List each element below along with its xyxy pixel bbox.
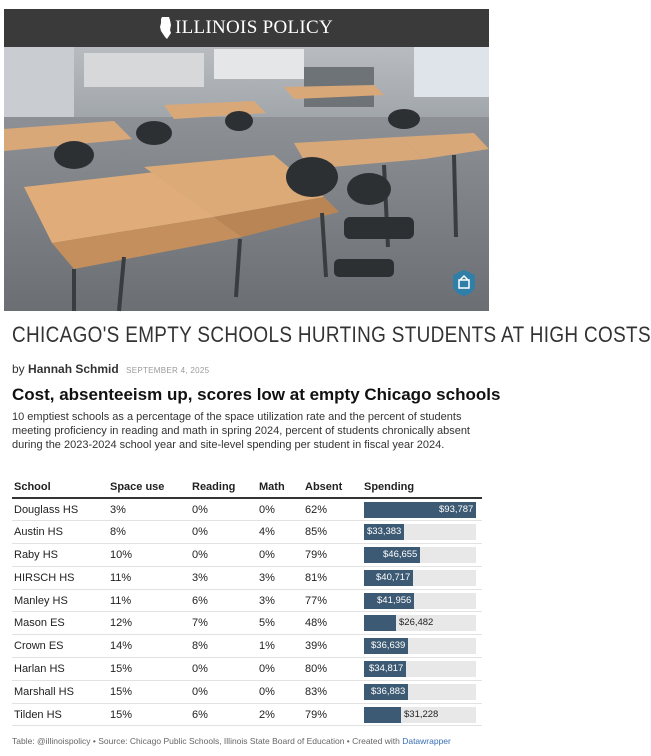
cell-spending: [362, 680, 482, 703]
cell-math: 0%: [257, 658, 303, 681]
cell-reading: 8%: [190, 635, 257, 658]
cell-math: 5%: [257, 612, 303, 635]
cell-absent: 83%: [303, 680, 362, 703]
cell-school: Manley HS: [12, 589, 108, 612]
cell-space-use: 14%: [108, 635, 190, 658]
cell-space-use: 12%: [108, 612, 190, 635]
cell-spending: [362, 498, 482, 521]
spending-bar-track: [364, 502, 476, 518]
spending-bar-track: [364, 615, 476, 631]
cell-math: 1%: [257, 635, 303, 658]
illinois-state-icon: [160, 17, 172, 39]
cell-school: HIRSCH HS: [12, 566, 108, 589]
cell-absent: 39%: [303, 635, 362, 658]
cell-reading: 0%: [190, 544, 257, 567]
table-row: [12, 589, 482, 612]
cell-spending: [362, 521, 482, 544]
article-headline: CHICAGO'S EMPTY SCHOOLS HURTING STUDENTS AT HIGH COSTS: [12, 322, 651, 347]
cell-reading: 0%: [190, 521, 257, 544]
cell-space-use: 8%: [108, 521, 190, 544]
footer-credits: Table: @illinoispolicy • Source: Chicago Public Schools, Illinois State Board of Education • Created with: [12, 736, 403, 746]
cell-spending: [362, 566, 482, 589]
table-description: 10 emptiest schools as a percentage of the space utilization rate and the percent of students meeting proficiency in reading and math in spring 2024, percent of students chronically absent during the 2023-2024 school year and site-level spending per student in fiscal year 2024.: [12, 411, 470, 451]
cell-school: Tilden HS: [12, 703, 108, 726]
cell-reading: 0%: [190, 680, 257, 703]
spending-value-label: $40,717: [376, 571, 411, 583]
brand-logo[interactable]: [160, 17, 333, 39]
cell-space-use: 11%: [108, 566, 190, 589]
cell-reading: 7%: [190, 612, 257, 635]
byline-prefix: by: [12, 362, 25, 376]
cell-math: 2%: [257, 703, 303, 726]
table-title: Cost, absenteeism up, scores low at empty Chicago schools: [12, 385, 501, 404]
cell-absent: 85%: [303, 521, 362, 544]
cell-school: Raby HS: [12, 544, 108, 567]
cell-reading: 6%: [190, 589, 257, 612]
cell-reading: 0%: [190, 658, 257, 681]
column-header-absent[interactable]: Absent: [303, 477, 362, 498]
cell-math: 0%: [257, 498, 303, 521]
spending-bar-track: [364, 524, 476, 540]
cell-space-use: 10%: [108, 544, 190, 567]
cell-space-use: 11%: [108, 589, 190, 612]
spending-bar: [364, 615, 396, 631]
table-row: [12, 544, 482, 567]
column-header-reading[interactable]: Reading: [190, 477, 257, 498]
spending-value-label: $36,639: [371, 640, 406, 652]
cell-absent: 62%: [303, 498, 362, 521]
cell-spending: [362, 544, 482, 567]
cell-school: Austin HS: [12, 521, 108, 544]
cell-math: 3%: [257, 566, 303, 589]
spending-bar-track: [364, 707, 476, 723]
cell-math: 3%: [257, 589, 303, 612]
cell-space-use: 3%: [108, 498, 190, 521]
brand-banner: [4, 9, 489, 47]
spending-value-label: $26,482: [399, 617, 434, 629]
classroom-illustration: [4, 47, 489, 311]
cell-math: 0%: [257, 680, 303, 703]
author-name[interactable]: Hannah Schmid: [28, 362, 119, 376]
cell-absent: 79%: [303, 703, 362, 726]
column-header-school[interactable]: School: [12, 477, 108, 498]
cell-math: 0%: [257, 544, 303, 567]
cell-reading: 0%: [190, 498, 257, 521]
column-header-space-use[interactable]: Space use: [108, 477, 190, 498]
hero-image-classroom: [4, 47, 489, 311]
spending-value-label: $33,383: [367, 526, 402, 538]
brand-name: ILLINOIS POLICY: [174, 17, 334, 38]
cell-school: Harlan HS: [12, 658, 108, 681]
cell-absent: 77%: [303, 589, 362, 612]
spending-value-label: $93,787: [439, 503, 474, 515]
spending-value-label: $31,228: [404, 708, 439, 720]
table-row: [12, 612, 482, 635]
publish-date: SEPTEMBER 4, 2025: [126, 366, 210, 375]
spending-bar-track: [364, 593, 476, 609]
cell-absent: 48%: [303, 612, 362, 635]
schools-table: [12, 477, 482, 726]
spending-bar: [364, 707, 401, 723]
datawrapper-link[interactable]: Datawrapper: [402, 736, 451, 746]
cell-spending: [362, 703, 482, 726]
cell-reading: 3%: [190, 566, 257, 589]
table-row: [12, 635, 482, 658]
table-row: [12, 703, 482, 726]
cell-math: 4%: [257, 521, 303, 544]
cell-absent: 80%: [303, 658, 362, 681]
table-row: [12, 658, 482, 681]
spending-bar-track: [364, 547, 476, 563]
column-header-spending[interactable]: Spending: [362, 477, 482, 498]
cell-spending: [362, 612, 482, 635]
cell-absent: 79%: [303, 544, 362, 567]
table-footer: [12, 736, 451, 746]
table-row: [12, 680, 482, 703]
cell-school: Marshall HS: [12, 680, 108, 703]
cell-spending: [362, 635, 482, 658]
column-header-math[interactable]: Math: [257, 477, 303, 498]
cell-space-use: 15%: [108, 680, 190, 703]
spending-value-label: $34,817: [369, 662, 404, 674]
cell-space-use: 15%: [108, 703, 190, 726]
cell-space-use: 15%: [108, 658, 190, 681]
table-row: [12, 521, 482, 544]
table-header-row: [12, 477, 482, 498]
byline: [12, 362, 209, 376]
spending-value-label: $36,883: [371, 685, 406, 697]
table-row: [12, 498, 482, 521]
cell-spending: [362, 589, 482, 612]
spending-bar-track: [364, 570, 476, 586]
cell-spending: [362, 658, 482, 681]
table-body: [12, 498, 482, 726]
cell-school: Mason ES: [12, 612, 108, 635]
table-row: [12, 566, 482, 589]
spending-bar-track: [364, 684, 476, 700]
spending-value-label: $41,956: [377, 594, 412, 606]
spending-bar-track: [364, 638, 476, 654]
cell-school: Crown ES: [12, 635, 108, 658]
cell-absent: 81%: [303, 566, 362, 589]
cell-reading: 6%: [190, 703, 257, 726]
spending-value-label: $46,655: [383, 548, 418, 560]
shield-badge-icon: [451, 269, 477, 297]
spending-bar-track: [364, 661, 476, 677]
cell-school: Douglass HS: [12, 498, 108, 521]
